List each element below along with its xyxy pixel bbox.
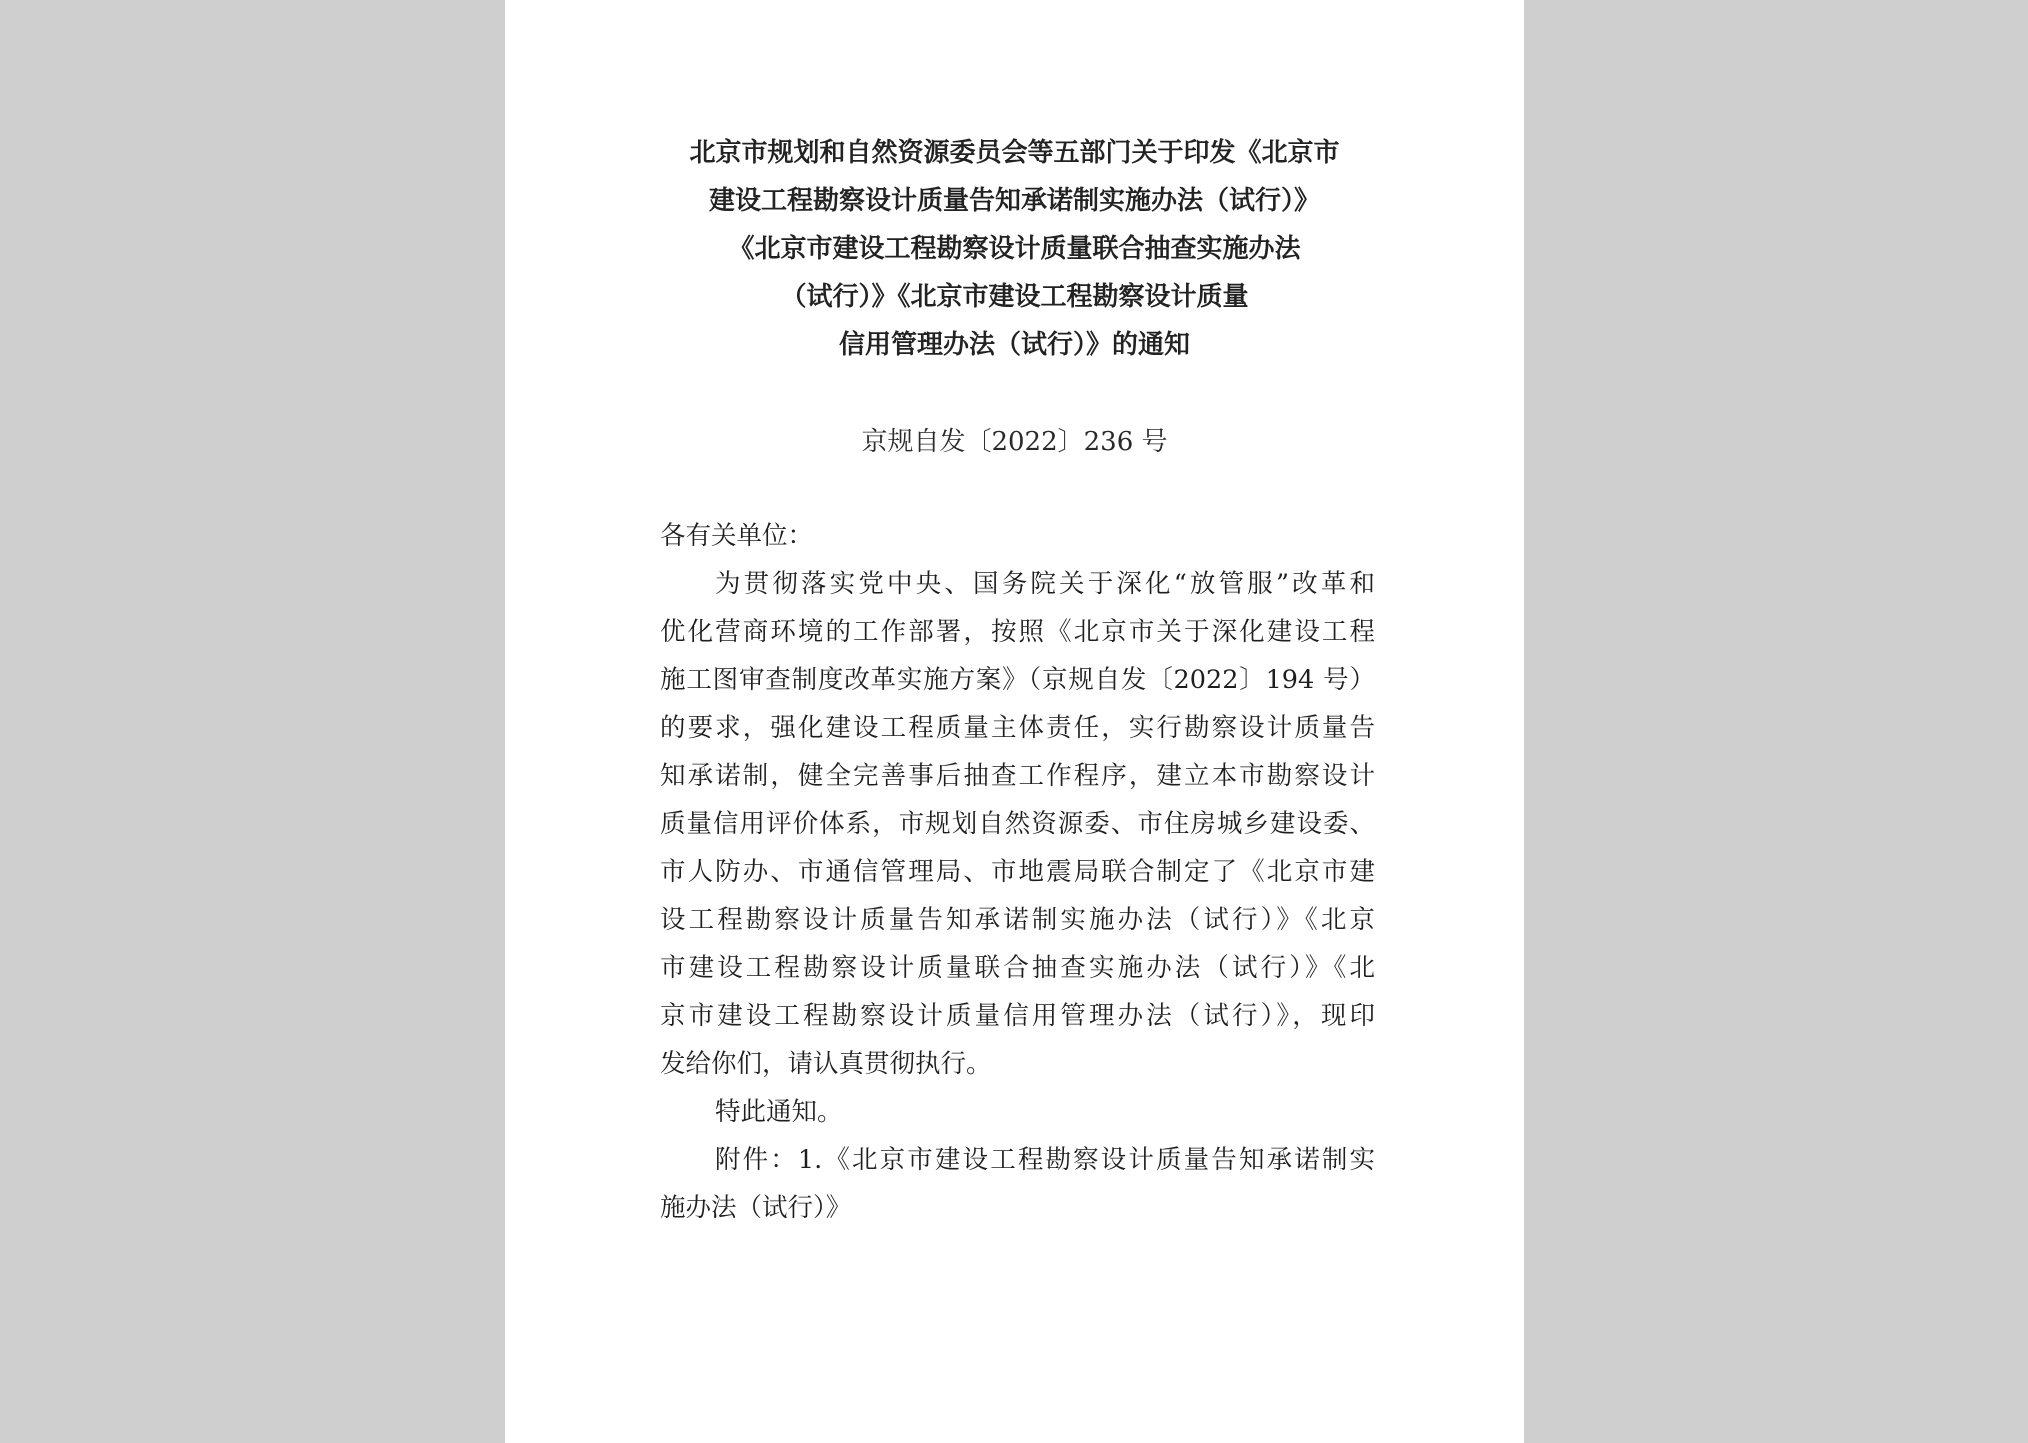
paragraph-line: 发给你们，请认真贯彻执行。 (660, 1049, 992, 1079)
title-line: 建设工程勘察设计质量告知承诺制实施办法（试行）》 (708, 186, 1320, 216)
document-number: 京规自发〔2022〕236 号 (861, 427, 1168, 457)
paragraph-line: 京市建设工程勘察设计质量信用管理办法（试行）》，现印 (660, 1001, 1375, 1031)
title-line: 信用管理办法（试行）》的通知 (838, 330, 1190, 360)
title-line: 北京市规划和自然资源委员会等五部门关于印发《北京市 (689, 138, 1340, 168)
attachment-line: 施办法（试行）》 (660, 1193, 852, 1223)
paragraph-line: 市人防办、市通信管理局、市地震局联合制定了《北京市建 (660, 857, 1375, 887)
paragraph-line: 优化营商环境的工作部署，按照《北京市关于深化建设工程 (660, 617, 1375, 647)
paragraph-line: 的要求，强化建设工程质量主体责任，实行勘察设计质量告 (660, 713, 1375, 743)
paragraph-line: 质量信用评价体系，市规划自然资源委、市住房城乡建设委、 (660, 809, 1375, 839)
attachment-line: 附件：1.《北京市建设工程勘察设计质量告知承诺制实 (715, 1145, 1375, 1175)
document-page (505, 0, 1524, 1443)
paragraph-line: 知承诺制，健全完善事后抽查工作程序，建立本市勘察设计 (660, 761, 1375, 791)
title-line: （试行）》《北京市建设工程勘察设计质量 (780, 282, 1249, 312)
paragraph-line: 市建设工程勘察设计质量联合抽查实施办法（试行）》《北 (660, 953, 1375, 983)
document-title (505, 129, 1524, 369)
paragraph-line: 施工图审查制度改革实施方案》（京规自发〔2022〕194 号） (660, 665, 1375, 695)
paragraph-line: 设工程勘察设计质量告知承诺制实施办法（试行）》《北京 (660, 905, 1375, 935)
document-body (660, 512, 1375, 1232)
paragraph-line: 为贯彻落实党中央、国务院关于深化“放管服”改革和 (715, 569, 1375, 599)
title-line: 《北京市建设工程勘察设计质量联合抽查实施办法 (728, 234, 1301, 264)
salutation: 各有关单位： (660, 521, 814, 551)
closing-line: 特此通知。 (715, 1097, 843, 1127)
